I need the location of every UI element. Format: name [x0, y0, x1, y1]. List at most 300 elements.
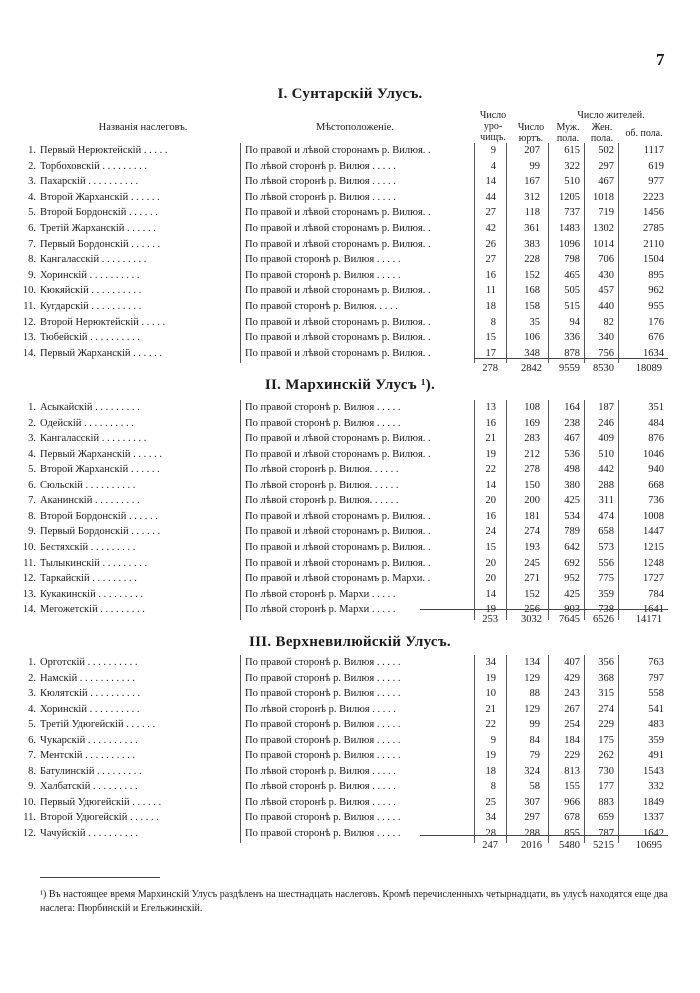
location: По правой сторонѣ р. Вилюя . . . . .: [245, 827, 401, 839]
total-count: 668: [648, 479, 664, 491]
total-count: 1642: [643, 827, 664, 839]
row-number: 7.: [28, 495, 36, 507]
total-y: 2842: [521, 363, 542, 374]
urochisch-count: 15: [485, 541, 496, 553]
yurt-count: 207: [524, 145, 540, 156]
nasleg-name: Чачуйскій . . . . . . . . . .: [40, 827, 139, 839]
urochisch-count: 18: [485, 765, 496, 777]
yurt-count: 35: [529, 316, 540, 328]
urochisch-count: 22: [485, 719, 496, 730]
total-count: 895: [648, 269, 664, 281]
yurt-count: 168: [524, 285, 540, 297]
urochisch-count: 14: [485, 176, 496, 188]
female-count: 340: [598, 332, 614, 344]
urochisch-count: 18: [485, 301, 496, 312]
table-row: [0, 159, 700, 174]
male-count: 855: [564, 827, 580, 839]
location: По лѣвой сторонѣ р. Мархи . . . . .: [245, 588, 396, 600]
male-count: 425: [564, 495, 580, 507]
total-count: 359: [648, 734, 664, 746]
total-u: 247: [482, 840, 498, 851]
total-count: 558: [648, 688, 664, 699]
yurt-count: 99: [529, 719, 540, 730]
location: По лѣвой сторонѣ р. Вилюя . . . . .: [245, 160, 396, 172]
row-number: 1.: [28, 402, 36, 413]
total-count: 940: [648, 464, 664, 476]
total-count: 784: [648, 588, 664, 600]
nasleg-name: Кюкяйскій . . . . . . . . . .: [40, 285, 142, 297]
location: По правой и лѣвой сторонамъ р. Вилюя. .: [245, 433, 431, 445]
row-number: 7.: [28, 750, 36, 761]
total-count: 2223: [643, 191, 664, 203]
yurt-count: 274: [524, 526, 540, 538]
urochisch-count: 9: [490, 734, 496, 746]
nasleg-name: Бестяхскій . . . . . . . . .: [40, 541, 136, 553]
yurt-count: 84: [529, 734, 540, 746]
female-count: 274: [598, 703, 614, 715]
location: По лѣвой сторонѣ р. Вилюя . . . . .: [245, 703, 396, 715]
nasleg-name: Торбоховскій . . . . . . . . .: [40, 160, 147, 172]
total-u: 278: [482, 363, 498, 374]
location: По правой сторонѣ р. Вилюя . . . . .: [245, 657, 401, 668]
female-count: 510: [598, 448, 614, 460]
nasleg-name: Хоринскій . . . . . . . . . .: [40, 269, 140, 281]
table-row: [0, 655, 700, 670]
yurt-count: 348: [524, 347, 540, 359]
male-count: 505: [564, 285, 580, 297]
row-number: 6.: [28, 734, 36, 746]
urochisch-count: 4: [490, 160, 496, 172]
female-count: 467: [598, 176, 614, 188]
total-m: 7645: [559, 614, 580, 625]
total-count: 483: [648, 719, 664, 730]
yurt-count: 79: [529, 750, 540, 761]
urochisch-count: 34: [485, 657, 496, 668]
totals-rule: [420, 609, 668, 610]
female-count: 187: [598, 402, 614, 413]
total-count: 2785: [643, 223, 664, 234]
location: По правой и лѣвой сторонамъ р. Вилюя. .: [245, 285, 431, 297]
female-count: 442: [598, 464, 614, 476]
row-number: 2.: [28, 417, 36, 429]
totals-rule: [474, 358, 668, 359]
nasleg-name: Сюльскій . . . . . . . . . .: [40, 479, 136, 491]
total-m: 9559: [559, 363, 580, 374]
page-number: 7: [656, 50, 665, 69]
male-count: 510: [564, 176, 580, 188]
location: По правой и лѣвой сторонамъ р. Мархи. .: [245, 573, 431, 585]
yurt-count: 297: [524, 812, 540, 823]
nasleg-name: Кангаласскій . . . . . . . . .: [40, 254, 147, 266]
yurt-count: 152: [524, 269, 540, 281]
total-count: 1008: [643, 510, 664, 522]
total-m: 5480: [559, 840, 580, 851]
row-number: 10.: [22, 285, 36, 297]
location: По правой и лѣвой сторонамъ р. Вилюя. .: [245, 207, 431, 219]
yurt-count: 193: [524, 541, 540, 553]
total-u: 253: [482, 614, 498, 625]
table-row: [0, 795, 700, 810]
total-count: 676: [648, 332, 664, 344]
female-count: 659: [598, 812, 614, 823]
yurt-count: 278: [524, 464, 540, 476]
male-count: 322: [564, 160, 580, 172]
yurt-count: 167: [524, 176, 540, 188]
total-count: 541: [648, 703, 664, 715]
male-count: 238: [564, 417, 580, 429]
nasleg-name: Одейскій . . . . . . . . . .: [40, 417, 134, 429]
total-f: 8530: [593, 363, 614, 374]
total-count: 962: [648, 285, 664, 297]
female-count: 787: [598, 827, 614, 839]
female-count: 440: [598, 301, 614, 312]
yurt-count: 181: [524, 510, 540, 522]
female-count: 409: [598, 433, 614, 445]
row-number: 4.: [28, 448, 36, 460]
row-number: 3.: [28, 176, 36, 188]
yurt-count: 307: [524, 796, 540, 808]
row-number: 12.: [22, 827, 36, 839]
table-row: [0, 268, 700, 283]
nasleg-name: Первый Жарханскій . . . . . .: [40, 448, 162, 460]
yurt-count: 200: [524, 495, 540, 507]
total-count: 1215: [643, 541, 664, 553]
nasleg-name: Первый Удюгейскій . . . . . .: [40, 796, 162, 808]
location: По правой и лѣвой сторонамъ р. Вилюя. .: [245, 238, 431, 250]
location: По лѣвой сторонѣ р. Вилюя . . . . .: [245, 796, 396, 808]
location: По правой и лѣвой сторонамъ р. Вилюя. .: [245, 347, 431, 359]
male-count: 155: [564, 781, 580, 792]
female-count: 246: [598, 417, 614, 429]
yurt-count: 383: [524, 238, 540, 250]
column-rule: [548, 655, 549, 843]
row-number: 5.: [28, 464, 36, 476]
footnote-rule: [40, 877, 160, 878]
total-count: 1727: [643, 573, 664, 585]
nasleg-name: Кангаласскій . . . . . . . . .: [40, 433, 147, 445]
section-totals: [0, 362, 700, 376]
row-number: 3.: [28, 688, 36, 699]
total-count: 797: [648, 672, 664, 684]
column-rule: [548, 143, 549, 363]
female-count: 502: [598, 145, 614, 156]
female-count: 288: [598, 479, 614, 491]
male-count: 642: [564, 541, 580, 553]
column-rule: [584, 400, 585, 620]
nasleg-name: Пахарскій . . . . . . . . . .: [40, 176, 139, 188]
row-number: 8.: [28, 765, 36, 777]
nasleg-name: Первый Нерюктейскій . . . . .: [40, 145, 168, 156]
urochisch-count: 9: [490, 145, 496, 156]
table-row: [0, 524, 700, 539]
header-location: Мѣстоположеніе.: [316, 122, 394, 133]
table-row: [0, 299, 700, 314]
location: По правой сторонѣ р. Вилюя . . . . .: [245, 812, 401, 823]
male-count: 380: [564, 479, 580, 491]
yurt-count: 324: [524, 765, 540, 777]
section-title-2: II. Мархинскій Улусъ ¹).: [264, 377, 436, 393]
male-count: 534: [564, 510, 580, 522]
female-count: 775: [598, 573, 614, 585]
table-row: [0, 174, 700, 189]
table-row: [0, 671, 700, 686]
female-count: 738: [598, 604, 614, 616]
nasleg-name: Халбатскій . . . . . . . . .: [40, 781, 138, 792]
location: По правой сторонѣ р. Вилюя . . . . .: [245, 417, 401, 429]
yurt-count: 283: [524, 433, 540, 445]
female-count: 719: [598, 207, 614, 219]
female-count: 730: [598, 765, 614, 777]
nasleg-name: Второй Жарханскій . . . . . .: [40, 464, 160, 476]
male-count: 254: [564, 719, 580, 730]
column-rule: [240, 400, 241, 620]
urochisch-count: 16: [485, 510, 496, 522]
location: По лѣвой сторонѣ р. Вилюя. . . . . .: [245, 479, 399, 491]
nasleg-name: Второй Бордонскій . . . . . .: [40, 207, 158, 219]
male-count: 229: [564, 750, 580, 761]
urochisch-count: 10: [485, 688, 496, 699]
location: По правой сторонѣ р. Вилюя . . . . .: [245, 254, 401, 266]
urochisch-count: 19: [485, 672, 496, 684]
row-number: 13.: [22, 588, 36, 600]
male-count: 429: [564, 672, 580, 684]
column-rule: [584, 655, 585, 843]
location: По правой сторонѣ р. Вилюя . . . . .: [245, 269, 401, 281]
male-count: 813: [564, 765, 580, 777]
table-row: [0, 733, 700, 748]
location: По правой и лѣвой сторонамъ р. Вилюя. .: [245, 332, 431, 344]
total-count: 1543: [643, 765, 664, 777]
total-count: 876: [648, 433, 664, 445]
male-count: 615: [564, 145, 580, 156]
yurt-count: 169: [524, 417, 540, 429]
total-count: 2110: [643, 238, 664, 250]
row-number: 3.: [28, 433, 36, 445]
yurt-count: 271: [524, 573, 540, 585]
section-title-3: III. Верхневилюйскій Улусъ.: [249, 634, 451, 650]
male-count: 465: [564, 269, 580, 281]
nasleg-name: Второй Бордонскій . . . . . .: [40, 510, 158, 522]
male-count: 952: [564, 573, 580, 585]
urochisch-count: 34: [485, 812, 496, 823]
female-count: 359: [598, 588, 614, 600]
female-count: 706: [598, 254, 614, 266]
row-number: 9.: [28, 781, 36, 792]
table-row: [0, 587, 700, 602]
location: По лѣвой сторонѣ р. Мархи . . . . .: [245, 604, 396, 616]
table-row: [0, 416, 700, 431]
table-row: [0, 315, 700, 330]
location: По правой сторонѣ р. Вилюя. . . . .: [245, 301, 398, 312]
urochisch-count: 20: [485, 557, 496, 569]
nasleg-name: Тюбейскій . . . . . . . . . .: [40, 332, 141, 344]
male-count: 425: [564, 588, 580, 600]
total-count: 955: [648, 301, 664, 312]
nasleg-name: Второй Удюгейскій . . . . . .: [40, 812, 159, 823]
location: По правой сторонѣ р. Вилюя . . . . .: [245, 719, 401, 730]
total-count: 1641: [643, 604, 664, 616]
total-count: 1117: [643, 145, 664, 156]
female-count: 658: [598, 526, 614, 538]
male-count: 498: [564, 464, 580, 476]
table-row: [0, 447, 700, 462]
yurt-count: 245: [524, 557, 540, 569]
header-female: Жен. пола.: [590, 122, 614, 144]
table-row: [0, 143, 700, 158]
nasleg-name: Намскій . . . . . . . . . . .: [40, 672, 135, 684]
female-count: 430: [598, 269, 614, 281]
male-count: 164: [564, 402, 580, 413]
row-number: 2.: [28, 672, 36, 684]
location: По правой сторонѣ р. Вилюя . . . . .: [245, 672, 401, 684]
location: По правой и лѣвой сторонамъ р. Вилюя. .: [245, 526, 431, 538]
urochisch-count: 16: [485, 417, 496, 429]
urochisch-count: 25: [485, 796, 496, 808]
total-count: 176: [648, 316, 664, 328]
total-y: 3032: [521, 614, 542, 625]
male-count: 336: [564, 332, 580, 344]
total-count: 619: [648, 160, 664, 172]
urochisch-count: 21: [485, 433, 496, 445]
yurt-count: 361: [524, 223, 540, 234]
table-row: [0, 764, 700, 779]
male-count: 515: [564, 301, 580, 312]
location: По правой и лѣвой сторонамъ р. Вилюя. .: [245, 316, 431, 328]
column-rule: [618, 143, 619, 363]
row-number: 1.: [28, 657, 36, 668]
urochisch-count: 8: [490, 781, 496, 792]
female-count: 82: [603, 316, 614, 328]
total-t: 10695: [635, 840, 662, 851]
male-count: 1096: [559, 238, 580, 250]
male-count: 678: [564, 812, 580, 823]
female-count: 315: [598, 688, 614, 699]
total-f: 6526: [593, 614, 614, 625]
yurt-count: 134: [524, 657, 540, 668]
table-row: [0, 330, 700, 345]
urochisch-count: 15: [485, 332, 496, 344]
nasleg-name: Асыкайскій . . . . . . . . .: [40, 402, 140, 413]
male-count: 184: [564, 734, 580, 746]
urochisch-count: 44: [485, 191, 496, 203]
header-male: Муж. пола.: [556, 122, 580, 144]
female-count: 457: [598, 285, 614, 297]
location: По правой сторонѣ р. Вилюя . . . . .: [245, 734, 401, 746]
urochisch-count: 42: [485, 223, 496, 234]
location: По правой и лѣвой сторонамъ р. Вилюя. .: [245, 510, 431, 522]
female-count: 368: [598, 672, 614, 684]
row-number: 4.: [28, 703, 36, 715]
urochisch-count: 19: [485, 448, 496, 460]
yurt-count: 129: [524, 703, 540, 715]
total-count: 977: [648, 176, 664, 188]
table-row: [0, 462, 700, 477]
row-number: 6.: [28, 223, 36, 234]
urochisch-count: 28: [485, 827, 496, 839]
yurt-count: 150: [524, 479, 540, 491]
column-rule: [506, 143, 507, 363]
yurt-count: 288: [524, 827, 540, 839]
table-row: [0, 237, 700, 252]
female-count: 883: [598, 796, 614, 808]
total-count: 1046: [643, 448, 664, 460]
nasleg-name: Орготскій . . . . . . . . . .: [40, 657, 138, 668]
nasleg-name: Ментскій . . . . . . . . . .: [40, 750, 135, 761]
nasleg-name: Таркайскій . . . . . . . . .: [40, 573, 137, 585]
urochisch-count: 16: [485, 269, 496, 281]
urochisch-count: 19: [485, 604, 496, 616]
table-row: [0, 493, 700, 508]
male-count: 878: [564, 347, 580, 359]
yurt-count: 312: [524, 191, 540, 203]
nasleg-name: Третій Удюгейскій . . . . . .: [40, 719, 156, 730]
column-rule: [548, 400, 549, 620]
row-number: 9.: [28, 269, 36, 281]
female-count: 177: [598, 781, 614, 792]
total-count: 1456: [643, 207, 664, 219]
total-count: 1504: [643, 254, 664, 266]
total-count: 1447: [643, 526, 664, 538]
male-count: 737: [564, 207, 580, 219]
nasleg-name: Первый Бордонскій . . . . . .: [40, 526, 161, 538]
urochisch-count: 27: [485, 254, 496, 266]
female-count: 229: [598, 719, 614, 730]
female-count: 1018: [593, 191, 614, 203]
yurt-count: 99: [529, 160, 540, 172]
nasleg-name: Второй Жарханскій . . . . . .: [40, 191, 160, 203]
male-count: 789: [564, 526, 580, 538]
total-count: 763: [648, 657, 664, 668]
urochisch-count: 26: [485, 238, 496, 250]
row-number: 11.: [23, 812, 36, 823]
nasleg-name: Первый Жарханскій . . . . . .: [40, 347, 162, 359]
location: По лѣвой сторонѣ р. Вилюя . . . . .: [245, 191, 396, 203]
total-f: 5215: [593, 840, 614, 851]
yurt-count: 212: [524, 448, 540, 460]
section-title-1: I. Сунтарскій Улусъ.: [277, 86, 423, 102]
table-row: [0, 221, 700, 236]
table-row: [0, 400, 700, 415]
female-count: 262: [598, 750, 614, 761]
row-number: 7.: [28, 238, 36, 250]
location: По правой сторонѣ р. Вилюя . . . . .: [245, 750, 401, 761]
male-count: 267: [564, 703, 580, 715]
row-number: 11.: [23, 557, 36, 569]
row-number: 12.: [22, 316, 36, 328]
location: По правой и лѣвой сторонамъ р. Вилюя. .: [245, 223, 431, 234]
row-number: 13.: [22, 332, 36, 344]
male-count: 536: [564, 448, 580, 460]
row-number: 8.: [28, 254, 36, 266]
row-number: 1.: [28, 145, 36, 156]
column-rule: [506, 655, 507, 843]
yurt-count: 108: [524, 402, 540, 413]
nasleg-name: Аканинскій . . . . . . . . .: [40, 495, 140, 507]
table-row: [0, 509, 700, 524]
column-rule: [474, 655, 475, 843]
total-t: 14171: [635, 614, 662, 625]
male-count: 798: [564, 254, 580, 266]
row-number: 11.: [23, 301, 36, 312]
yurt-count: 228: [524, 254, 540, 266]
total-count: 1634: [643, 347, 664, 359]
header-urochisch: Число уро- чищъ.: [479, 110, 507, 143]
column-rule: [618, 400, 619, 620]
location: По лѣвой сторонѣ р. Вилюя . . . . .: [245, 176, 396, 188]
location: По лѣвой сторонѣ р. Вилюя . . . . .: [245, 781, 396, 792]
yurt-count: 129: [524, 672, 540, 684]
urochisch-count: 11: [485, 285, 496, 297]
